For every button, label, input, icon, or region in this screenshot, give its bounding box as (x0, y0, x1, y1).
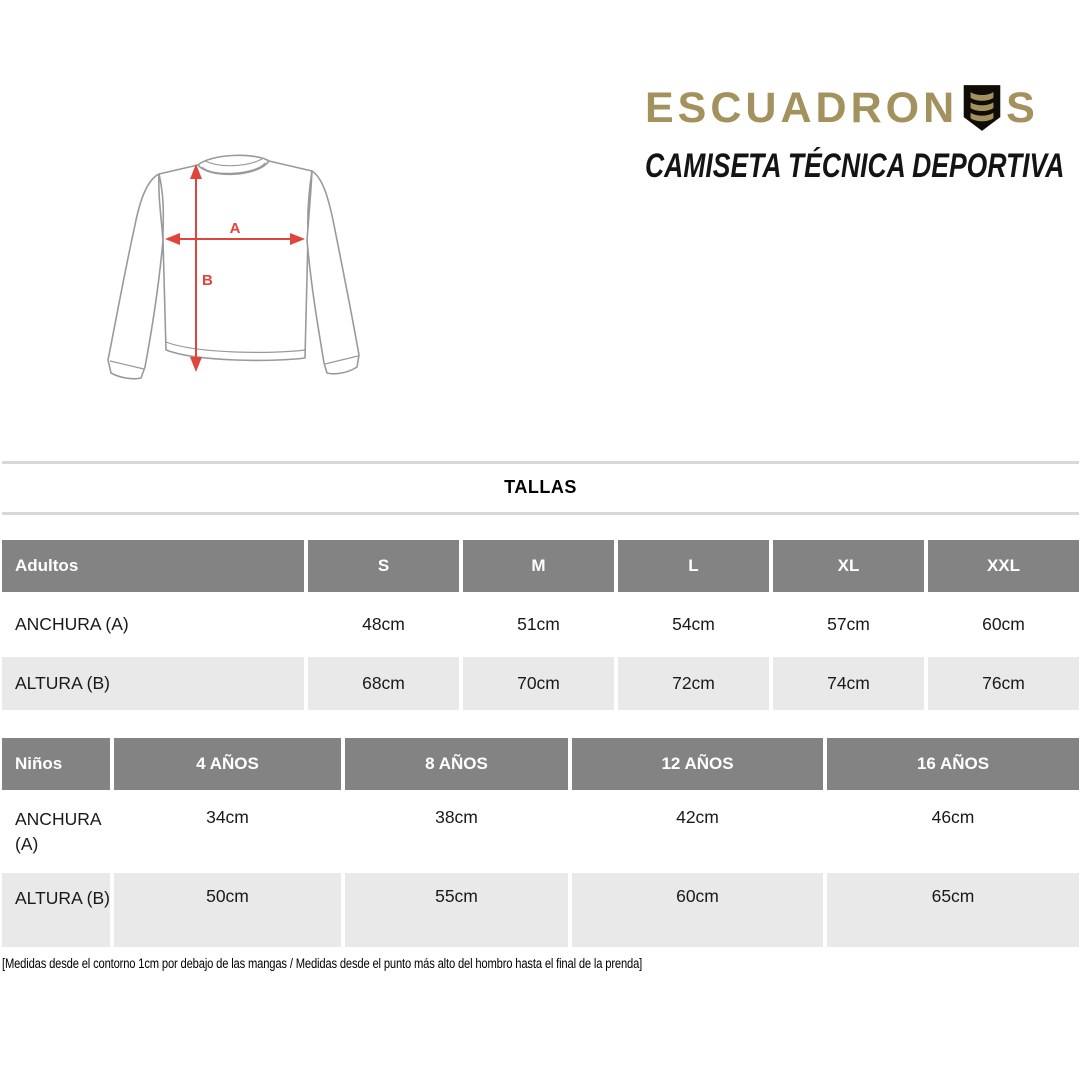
adults-header-label: Adultos (2, 540, 304, 592)
kids-header-8: 8 AÑOS (345, 738, 568, 790)
adults-anchura-xxl: 60cm (982, 614, 1025, 634)
adults-altura-s: 68cm (308, 657, 459, 710)
kids-anchura-4: 34cm (206, 807, 249, 827)
adults-header-xxl: XXL (928, 540, 1079, 592)
height-arrow-label: B (202, 272, 213, 289)
section-title: TALLAS (504, 477, 577, 497)
adults-anchura-label: ANCHURA (A) (15, 614, 129, 634)
shield-badge-icon (962, 84, 1002, 132)
divider-bottom (2, 512, 1079, 515)
kids-header-12: 12 AÑOS (572, 738, 823, 790)
kids-size-table (2, 738, 1079, 947)
adults-header-s: S (308, 540, 459, 592)
kids-header-label: Niños (2, 738, 110, 790)
kids-altura-16: 65cm (827, 873, 1079, 947)
kids-altura-label: ALTURA (B) (2, 873, 110, 947)
kids-anchura-16: 46cm (931, 807, 975, 827)
kids-header-16: 16 AÑOS (827, 738, 1079, 790)
kids-anchura-12: 42cm (676, 807, 719, 827)
kids-anchura-8: 38cm (435, 807, 478, 827)
product-title: CAMISETA TÉCNICA DEPORTIVA (645, 147, 1065, 185)
brand-logo (645, 82, 1065, 134)
adults-altura-m: 70cm (463, 657, 614, 710)
kids-anchura-label: ANCHURA (A) (15, 809, 101, 855)
kids-altura-8: 55cm (345, 873, 568, 947)
shirt-measurement-diagram (95, 138, 385, 400)
kids-header-4: 4 AÑOS (114, 738, 341, 790)
measurement-footnote: [Medidas desde el contorno 1cm por debajo de las mangas / Medidas desde el punto más alto del hombro hasta el final de la prenda] (2, 956, 643, 971)
adults-altura-xl: 74cm (773, 657, 924, 710)
adults-anchura-m: 51cm (517, 614, 560, 634)
shirt-outline (108, 155, 359, 378)
brand-logo-text-right: S (1006, 83, 1039, 132)
kids-altura-4: 50cm (114, 873, 341, 947)
adults-header-l: L (618, 540, 769, 592)
adults-header-xl: XL (773, 540, 924, 592)
adults-altura-l: 72cm (618, 657, 769, 710)
adults-altura-xxl: 76cm (928, 657, 1079, 710)
adults-anchura-xl: 57cm (827, 614, 870, 634)
adults-size-table (2, 540, 1079, 710)
adults-anchura-s: 48cm (362, 614, 405, 634)
width-arrow-label: A (229, 220, 241, 237)
tallas-section (2, 461, 1079, 515)
brand-logo-text-left: ESCUADRON (645, 83, 959, 132)
adults-altura-label: ALTURA (B) (2, 657, 304, 710)
kids-altura-12: 60cm (572, 873, 823, 947)
adults-header-m: M (463, 540, 614, 592)
brand-block (645, 82, 1065, 185)
adults-anchura-l: 54cm (672, 614, 715, 634)
